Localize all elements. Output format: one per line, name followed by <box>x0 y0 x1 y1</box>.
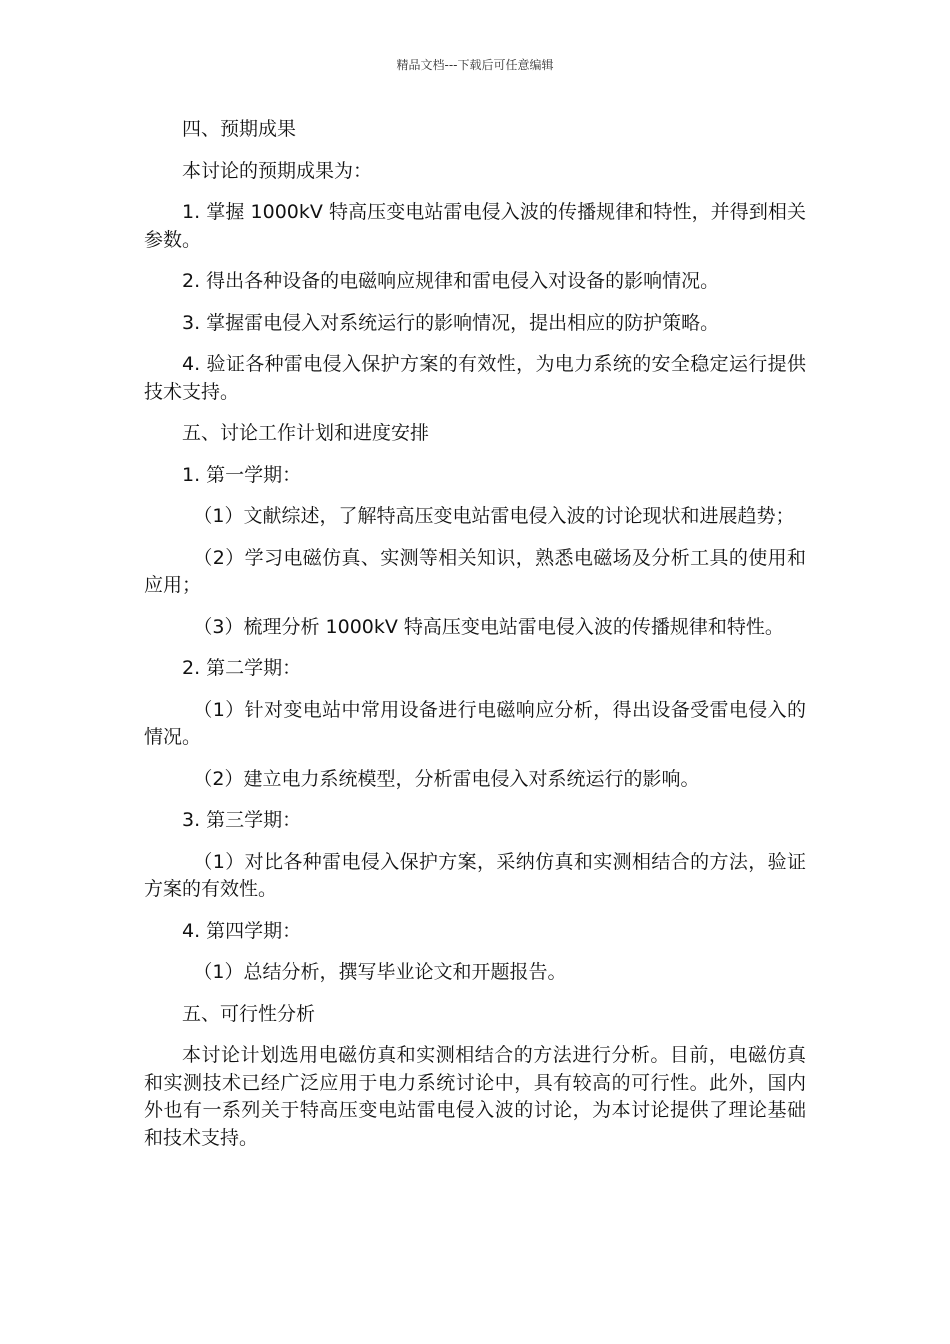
page-header: 精品文档---下载后可任意编辑 <box>396 58 554 72</box>
list-item: （1）对比各种雷电侵入保护方案，采纳仿真和实测相结合的方法，验证方案的有效性。 <box>144 850 806 900</box>
section-heading-expected-results: 四、预期成果 <box>182 118 297 140</box>
list-item: （2）建立电力系统模型，分析雷电侵入对系统运行的影响。 <box>193 767 700 790</box>
section-heading-feasibility: 五、可行性分析 <box>182 1002 316 1025</box>
list-item: （2）学习电磁仿真、实测等相关知识，熟悉电磁场及分析工具的使用和应用； <box>144 546 806 596</box>
feasibility-paragraph: 本讨论计划选用电磁仿真和实测相结合的方法进行分析。目前，电磁仿真和实测技术已经广泛应用于电力系统讨论中，具有较高的可行性。此外，国内外也有一系列关于特高压变电站雷电侵入波的讨论，为本讨论提供了理论基础和技术支持。 <box>144 1044 806 1149</box>
section-heading-work-plan: 五、讨论工作计划和进度安排 <box>182 422 430 444</box>
list-item: 3. 掌握雷电侵入对系统运行的影响情况，提出相应的防护策略。 <box>182 311 720 334</box>
list-item: （1）文献综述，了解特高压变电站雷电侵入波的讨论现状和进展趋势； <box>193 505 795 527</box>
list-item: 1. 掌握 1000kV 特高压变电站雷电侵入波的传播规律和特性，并得到相关参数。 <box>144 201 806 251</box>
list-item: （1）针对变电站中常用设备进行电磁响应分析，得出设备受雷电侵入的情况。 <box>144 698 806 748</box>
semester-heading: 1. 第一学期： <box>182 463 302 486</box>
document-body <box>144 116 806 1166</box>
expected-results-intro: 本讨论的预期成果为： <box>182 159 373 182</box>
semester-heading: 3. 第三学期： <box>182 809 302 831</box>
list-item: 2. 得出各种设备的电磁响应规律和雷电侵入对设备的影响情况。 <box>182 270 720 292</box>
list-item: （3）梳理分析 1000kV 特高压变电站雷电侵入波的传播规律和特性。 <box>193 615 784 638</box>
semester-heading: 4. 第四学期： <box>182 919 302 942</box>
list-item: 4. 验证各种雷电侵入保护方案的有效性，为电力系统的安全稳定运行提供技术支持。 <box>144 353 806 403</box>
list-item: （1）总结分析，撰写毕业论文和开题报告。 <box>193 961 567 983</box>
semester-heading: 2. 第二学期： <box>182 657 302 679</box>
